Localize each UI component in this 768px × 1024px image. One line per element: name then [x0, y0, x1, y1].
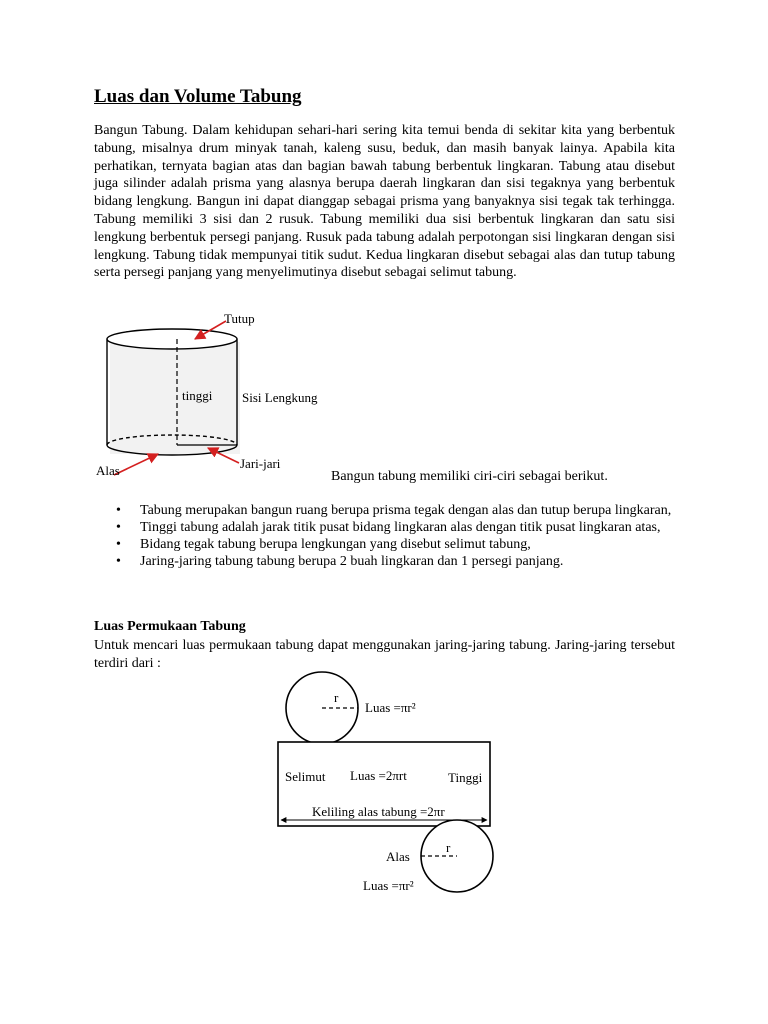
intro-paragraph: Bangun Tabung. Dalam kehidupan sehari-hari sering kita temui benda di sekitar kita yang berbentuk tabung, misalnya drum minyak tanah, kaleng susu, beduk, dan masih banyak lainya. Apabila kita perhatikan, ternyata bagian atas dan bagian bawah tabung berbentuk lingkaran. Tabung atau disebut juga silinder adalah prisma yang alasnya berupa daerah lingkaran dan sisi tegaknya yang berbentuk bidang lengkung. Bangun ini dapat dianggap sebagai prisma yang banyaknya sisi tegak tak terhingga. Tabung memiliki 3 sisi dan 2 rusuk. Tabung memiliki dua sisi berbentuk lingkaran dan satu sisi lengkung berbentuk persegi panjang. Rusuk pada tabung adalah perpotongan sisi lingkaran dengan sisi lengkung. Tabung tidak mempunyai titik sudut. Kedua lingkaran disebut sebagai alas dan tutup tabung serta persegi panjang yang menyelimutinya disebut sebagai selimut tabung.	[94, 123, 675, 281]
list-item	[94, 553, 675, 570]
section-heading: Luas Permukaan Tabung	[94, 619, 246, 634]
selimut-label: Selimut	[285, 769, 326, 784]
list-item-text: Jaring-jaring tabung tabung berupa 2 buah lingkaran dan 1 persegi panjang.	[140, 554, 564, 569]
keliling-label: Keliling alas tabung =2πr	[312, 804, 445, 819]
bullet-icon: •	[116, 503, 121, 518]
list-item	[94, 536, 675, 553]
cylinder-diagram	[94, 305, 344, 485]
cylinder-top-ellipse	[107, 329, 237, 349]
list-item	[94, 502, 675, 519]
top-area-label: Luas =πr²	[365, 700, 416, 715]
label-jari-jari: Jari-jari	[240, 456, 281, 471]
page-title: Luas dan Volume Tabung	[94, 86, 302, 107]
alas-label: Alas	[386, 849, 410, 864]
cylinder-net-diagram	[270, 670, 510, 900]
tinggi-label: Tinggi	[448, 770, 483, 785]
characteristics-list	[94, 502, 675, 570]
label-alas: Alas	[96, 463, 120, 478]
label-tinggi: tinggi	[182, 388, 213, 403]
list-item-text: Tinggi tabung adalah jarak titik pusat bidang lingkaran alas dengan titik pusat lingkaran atas,	[140, 520, 661, 535]
selimut-area-label: Luas =2πrt	[350, 768, 407, 783]
label-tutup: Tutup	[224, 311, 255, 326]
top-radius-label: r	[334, 690, 339, 705]
list-item-text: Tabung merupakan bangun ruang berupa prisma tegak dengan alas dan tutup berupa lingkaran,	[140, 503, 672, 518]
bullet-icon: •	[116, 520, 121, 535]
list-item	[94, 519, 675, 536]
section-paragraph: Untuk mencari luas permukaan tabung dapat menggunakan jaring-jaring tabung. Jaring-jaring tersebut terdiri dari :	[94, 638, 675, 671]
bottom-radius-label: r	[446, 840, 451, 855]
bullet-icon: •	[116, 537, 121, 552]
label-sisi-lengkung: Sisi Lengkung	[242, 390, 318, 405]
alas-arrow-icon	[114, 454, 158, 475]
bottom-area-label: Luas =πr²	[363, 878, 414, 893]
list-item-text: Bidang tegak tabung berupa lengkungan yang disebut selimut tabung,	[140, 537, 531, 552]
figure-caption: Bangun tabung memiliki ciri-ciri sebagai berikut.	[331, 469, 608, 484]
bullet-icon: •	[116, 554, 121, 569]
